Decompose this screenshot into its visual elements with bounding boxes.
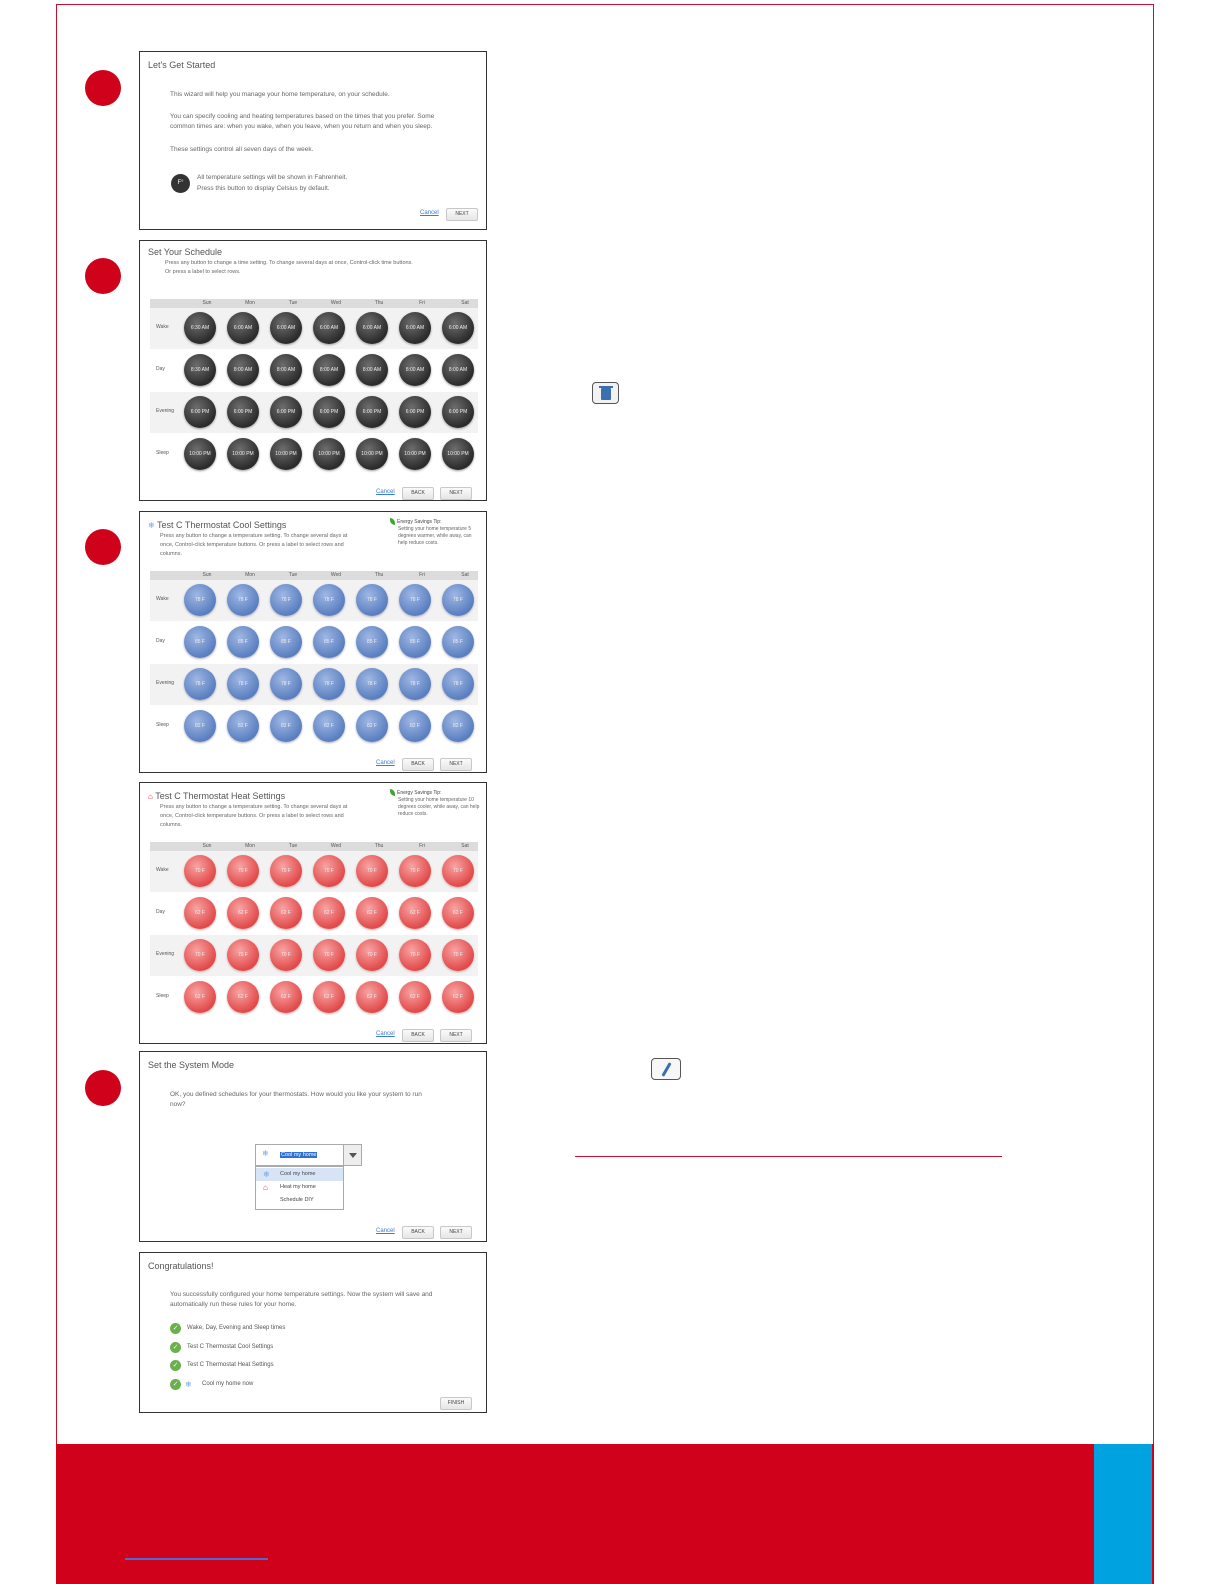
schedule-row — [150, 664, 478, 705]
row-label[interactable]: Day — [156, 366, 165, 372]
house-icon: ⌂ — [263, 1183, 268, 1192]
setting-button[interactable]: 70 F — [227, 855, 259, 887]
setting-button[interactable]: 82 F — [184, 710, 216, 742]
step-marker-1 — [85, 70, 121, 106]
leaf-icon — [390, 789, 395, 796]
setting-button[interactable]: 78 F — [184, 584, 216, 616]
setting-button[interactable]: 70 F — [399, 855, 431, 887]
setting-button[interactable]: 10:00 PM — [184, 438, 216, 470]
checkmark-icon: ✓ — [170, 1342, 181, 1353]
setting-button[interactable]: 62 F — [356, 981, 388, 1013]
schedule-row — [150, 392, 478, 433]
setting-button[interactable]: 62 F — [399, 981, 431, 1013]
day-header — [150, 299, 478, 308]
setting-button[interactable]: 70 F — [356, 855, 388, 887]
mode-option-schedule[interactable] — [256, 1194, 343, 1207]
panel-title: Congratulations! — [148, 1261, 214, 1271]
checkmark-icon: ✓ — [170, 1323, 181, 1334]
wizard-panel-cool — [139, 511, 487, 773]
setting-button[interactable]: 62 F — [270, 897, 302, 929]
mode-option-label: Cool my home — [280, 1171, 316, 1177]
day-label[interactable]: Sun — [202, 843, 212, 849]
next-button[interactable]: NEXT — [440, 1029, 472, 1042]
wizard-panel-congratulations — [139, 1252, 487, 1413]
day-label[interactable]: Wed — [330, 843, 342, 849]
setting-button[interactable]: 78 F — [442, 668, 474, 700]
row-label[interactable]: Day — [156, 909, 165, 915]
day-label[interactable]: Tue — [288, 572, 298, 578]
panel-title-text: Test C Thermostat Cool Settings — [157, 520, 287, 530]
day-label[interactable]: Thu — [374, 300, 384, 306]
divider — [575, 1156, 1002, 1157]
cancel-link[interactable]: Cancel — [420, 210, 439, 216]
schedule-row — [150, 706, 478, 747]
setting-button[interactable]: 6:00 AM — [356, 312, 388, 344]
finish-button[interactable]: FINISH — [440, 1397, 472, 1410]
day-label[interactable]: Mon — [245, 843, 255, 849]
setting-button[interactable]: 10:00 PM — [399, 438, 431, 470]
instructions-2: once, Control-click temperature buttons. Or press a label to select rows and — [160, 542, 344, 548]
setting-button[interactable]: 78 F — [184, 668, 216, 700]
question-text-2: now? — [170, 1101, 186, 1108]
day-label[interactable]: Tue — [288, 843, 298, 849]
panel-title: Set Your Schedule — [148, 247, 223, 257]
setting-button[interactable]: 6:00 AM — [442, 312, 474, 344]
setting-button[interactable]: 78 F — [270, 668, 302, 700]
row-label[interactable]: Wake — [156, 867, 169, 873]
setting-button[interactable]: 82 F — [442, 710, 474, 742]
setting-button[interactable]: 78 F — [313, 584, 345, 616]
next-button[interactable]: NEXT — [440, 758, 472, 771]
row-label[interactable]: Sleep — [156, 450, 169, 456]
schedule-row — [150, 622, 478, 663]
footer-tab — [1094, 1444, 1152, 1584]
setting-button[interactable]: 82 F — [399, 710, 431, 742]
system-mode-select[interactable] — [255, 1144, 362, 1166]
setting-button[interactable]: 8:00 AM — [399, 354, 431, 386]
day-label[interactable]: Tue — [288, 300, 298, 306]
setting-button[interactable]: 62 F — [313, 981, 345, 1013]
footer-link-underline — [125, 1558, 268, 1560]
schedule-row — [150, 308, 478, 349]
setting-button[interactable]: 6:00 PM — [227, 396, 259, 428]
day-label[interactable]: Sat — [461, 572, 469, 578]
panel-title: Set the System Mode — [148, 1060, 235, 1070]
schedule-row — [150, 893, 478, 934]
setting-button[interactable]: 85 F — [399, 626, 431, 658]
panel-title: Let's Get Started — [148, 60, 216, 70]
setting-button[interactable]: 78 F — [399, 584, 431, 616]
row-label[interactable]: Wake — [156, 324, 169, 330]
panel-title — [148, 791, 285, 801]
unit-note-1: All temperature settings will be shown in Fahrenheit. — [197, 174, 348, 181]
snowflake-icon: ❄ — [262, 1149, 269, 1158]
setting-button[interactable]: 85 F — [227, 626, 259, 658]
step-marker-4 — [85, 1070, 121, 1106]
summary-item: Wake, Day, Evening and Sleep times — [187, 1325, 286, 1331]
schedule-row — [150, 977, 478, 1018]
setting-button[interactable]: 70 F — [356, 939, 388, 971]
setting-button[interactable]: 6:00 PM — [270, 396, 302, 428]
setting-button[interactable]: 85 F — [184, 626, 216, 658]
setting-button[interactable]: 70 F — [399, 939, 431, 971]
instructions-2: Or press a label to select rows. — [165, 269, 241, 275]
schedule-row — [150, 851, 478, 892]
energy-tip-body: Setting your home temperature 10 degrees cooler, while away, can help reduce costs. — [398, 797, 480, 817]
unit-note-2: Press this button to display Celsius by default. — [197, 185, 330, 192]
setting-button[interactable]: 70 F — [184, 939, 216, 971]
setting-button[interactable]: 62 F — [356, 897, 388, 929]
setting-button[interactable]: 78 F — [227, 668, 259, 700]
chevron-down-icon[interactable] — [343, 1145, 361, 1165]
next-button[interactable]: NEXT — [446, 208, 478, 221]
setting-button[interactable]: 62 F — [442, 897, 474, 929]
cancel-link[interactable]: Cancel — [376, 760, 395, 766]
energy-tip-body: Setting your home temperature 5 degrees warmer, while away, can help reduce costs. — [398, 526, 472, 546]
energy-tip-title-text: Energy Savings Tip: — [397, 518, 442, 525]
day-label[interactable]: Wed — [330, 300, 342, 306]
day-label[interactable]: Fri — [419, 843, 425, 849]
selected-mode: Cool my home — [281, 1152, 317, 1158]
intro-text-2a: You can specify cooling and heating temperatures based on the times that you prefer. Some — [170, 113, 435, 120]
day-label[interactable]: Mon — [245, 300, 255, 306]
row-label[interactable]: Wake — [156, 596, 169, 602]
row-label[interactable]: Evening — [156, 408, 175, 414]
setting-button[interactable]: 8:00 AM — [270, 354, 302, 386]
setting-button[interactable]: 8:30 AM — [184, 354, 216, 386]
setting-button[interactable]: 78 F — [227, 584, 259, 616]
next-button[interactable]: NEXT — [440, 487, 472, 500]
panel-title — [148, 520, 286, 530]
mode-option-heat[interactable] — [256, 1181, 343, 1194]
day-label[interactable]: Fri — [419, 572, 425, 578]
setting-button[interactable]: 78 F — [356, 584, 388, 616]
setting-button[interactable]: 6:00 PM — [184, 396, 216, 428]
setting-button[interactable]: 78 F — [356, 668, 388, 700]
setting-button[interactable]: 6:00 PM — [356, 396, 388, 428]
setting-button[interactable]: 6:00 PM — [442, 396, 474, 428]
back-button[interactable]: BACK — [402, 1226, 434, 1239]
setting-button[interactable]: 10:00 PM — [313, 438, 345, 470]
setting-button[interactable]: 82 F — [270, 710, 302, 742]
day-label[interactable]: Sun — [202, 572, 212, 578]
wizard-panel-get-started — [139, 51, 487, 230]
mode-option-label: Schedule DIY — [280, 1197, 314, 1203]
edit-pencil-icon — [651, 1058, 681, 1080]
intro-text-3: These settings control all seven days of the week. — [170, 146, 314, 153]
day-header — [150, 571, 478, 580]
day-label[interactable]: Fri — [419, 300, 425, 306]
summary-text-1: You successfully configured your home temperature settings. Now the system will save and — [170, 1291, 433, 1298]
summary-item: Test C Thermostat Cool Settings — [187, 1344, 274, 1350]
checkmark-icon: ✓ — [170, 1360, 181, 1371]
day-label[interactable]: Sat — [461, 300, 469, 306]
setting-button[interactable]: 82 F — [227, 710, 259, 742]
setting-button[interactable]: 10:00 PM — [442, 438, 474, 470]
day-label[interactable]: Thu — [374, 843, 384, 849]
setting-button[interactable]: 82 F — [313, 710, 345, 742]
snowflake-icon: ❄ — [263, 1170, 270, 1179]
instructions-1: Press any button to change a temperature setting. To change several days at — [160, 804, 348, 810]
energy-tip-title — [390, 518, 441, 525]
row-label[interactable]: Evening — [156, 951, 175, 957]
day-label[interactable]: Wed — [330, 572, 342, 578]
instructions-3: columns. — [160, 822, 183, 828]
setting-button[interactable]: 62 F — [184, 897, 216, 929]
intro-text-2b: common times are: when you wake, when you leave, when you return and when you sleep. — [170, 123, 433, 130]
summary-item: Test C Thermostat Heat Settings — [187, 1362, 274, 1368]
setting-button[interactable]: 10:00 PM — [356, 438, 388, 470]
setting-button[interactable]: 6:00 AM — [399, 312, 431, 344]
row-label[interactable]: Day — [156, 638, 165, 644]
intro-text: This wizard will help you manage your home temperature, on your schedule. — [170, 91, 390, 98]
setting-button[interactable]: 62 F — [227, 897, 259, 929]
setting-button[interactable]: 62 F — [442, 981, 474, 1013]
setting-button[interactable]: 70 F — [227, 939, 259, 971]
setting-button[interactable]: 8:00 AM — [356, 354, 388, 386]
schedule-row — [150, 580, 478, 621]
setting-button[interactable]: 6:30 AM — [184, 312, 216, 344]
step-marker-3 — [85, 529, 121, 565]
setting-button[interactable]: 6:00 PM — [313, 396, 345, 428]
setting-button[interactable]: 78 F — [270, 584, 302, 616]
mode-option-cool[interactable] — [256, 1168, 343, 1181]
setting-button[interactable]: 62 F — [313, 897, 345, 929]
setting-button[interactable]: 62 F — [399, 897, 431, 929]
day-label[interactable]: Sun — [202, 300, 212, 306]
setting-button[interactable]: 70 F — [442, 939, 474, 971]
cancel-link[interactable]: Cancel — [376, 1031, 395, 1037]
setting-button[interactable]: 85 F — [356, 626, 388, 658]
wizard-panel-schedule — [139, 240, 487, 501]
setting-button[interactable]: 70 F — [442, 855, 474, 887]
back-button[interactable]: BACK — [402, 758, 434, 771]
instructions-3: columns. — [160, 551, 183, 557]
setting-button[interactable]: 85 F — [442, 626, 474, 658]
setting-button[interactable]: 10:00 PM — [227, 438, 259, 470]
schedule-row — [150, 935, 478, 976]
setting-button[interactable]: 85 F — [270, 626, 302, 658]
trash-icon — [592, 382, 619, 404]
setting-button[interactable]: 62 F — [227, 981, 259, 1013]
setting-button[interactable]: 6:00 AM — [270, 312, 302, 344]
energy-tip-title-text: Energy Savings Tip: — [397, 789, 442, 796]
setting-button[interactable]: 62 F — [184, 981, 216, 1013]
setting-button[interactable]: 6:00 AM — [313, 312, 345, 344]
setting-button[interactable]: 70 F — [313, 855, 345, 887]
setting-button[interactable]: 8:00 AM — [442, 354, 474, 386]
setting-button[interactable]: 78 F — [442, 584, 474, 616]
setting-button[interactable]: 70 F — [184, 855, 216, 887]
wizard-panel-heat — [139, 782, 487, 1044]
cancel-link[interactable]: Cancel — [376, 489, 395, 495]
day-label[interactable]: Mon — [245, 572, 255, 578]
schedule-row — [150, 434, 478, 475]
mode-option-label: Heat my home — [280, 1184, 316, 1190]
summary-text-2: automatically run these rules for your home. — [170, 1301, 297, 1308]
setting-button[interactable]: 78 F — [399, 668, 431, 700]
setting-button[interactable]: 82 F — [356, 710, 388, 742]
setting-button[interactable]: 70 F — [313, 939, 345, 971]
cancel-link[interactable]: Cancel — [376, 1228, 395, 1234]
setting-button[interactable]: 6:00 AM — [227, 312, 259, 344]
setting-button[interactable]: 70 F — [270, 855, 302, 887]
leaf-icon — [390, 518, 395, 525]
snowflake-icon: ❄ — [185, 1380, 192, 1389]
setting-button[interactable]: 62 F — [270, 981, 302, 1013]
back-button[interactable]: BACK — [402, 487, 434, 500]
energy-tip-title — [390, 789, 441, 796]
instructions-1: Press any button to change a time setting. To change several days at once, Control-click time buttons. — [165, 260, 413, 266]
mode-dropdown-list — [255, 1166, 344, 1210]
day-header — [150, 842, 478, 851]
next-button[interactable]: NEXT — [440, 1226, 472, 1239]
summary-item: Cool my home now — [202, 1381, 254, 1387]
setting-button[interactable]: 8:00 AM — [313, 354, 345, 386]
footer-band — [56, 1444, 1154, 1584]
wizard-panel-system-mode — [139, 1051, 487, 1242]
instructions-1: Press any button to change a temperature setting. To change several days at — [160, 533, 348, 539]
schedule-row — [150, 350, 478, 391]
setting-button[interactable]: 6:00 PM — [399, 396, 431, 428]
row-label[interactable]: Sleep — [156, 722, 169, 728]
checkmark-icon: ✓ — [170, 1379, 181, 1390]
setting-button[interactable]: 8:00 AM — [227, 354, 259, 386]
fahrenheit-toggle-button[interactable]: F° — [171, 174, 190, 193]
panel-title-text: Test C Thermostat Heat Settings — [155, 791, 286, 801]
instructions-2: once, Control-click temperature buttons. Or press a label to select rows and — [160, 813, 344, 819]
setting-button[interactable]: 85 F — [313, 626, 345, 658]
day-label[interactable]: Thu — [374, 572, 384, 578]
setting-button[interactable]: 78 F — [313, 668, 345, 700]
row-label[interactable]: Sleep — [156, 993, 169, 999]
question-text-1: OK, you defined schedules for your thermostats. How would you like your system to run — [170, 1091, 422, 1098]
day-label[interactable]: Sat — [461, 843, 469, 849]
setting-button[interactable]: 10:00 PM — [270, 438, 302, 470]
step-marker-2 — [85, 258, 121, 294]
setting-button[interactable]: 70 F — [270, 939, 302, 971]
back-button[interactable]: BACK — [402, 1029, 434, 1042]
row-label[interactable]: Evening — [156, 680, 175, 686]
house-icon: ⌂ — [148, 792, 153, 801]
snowflake-icon: ❄ — [148, 521, 155, 530]
